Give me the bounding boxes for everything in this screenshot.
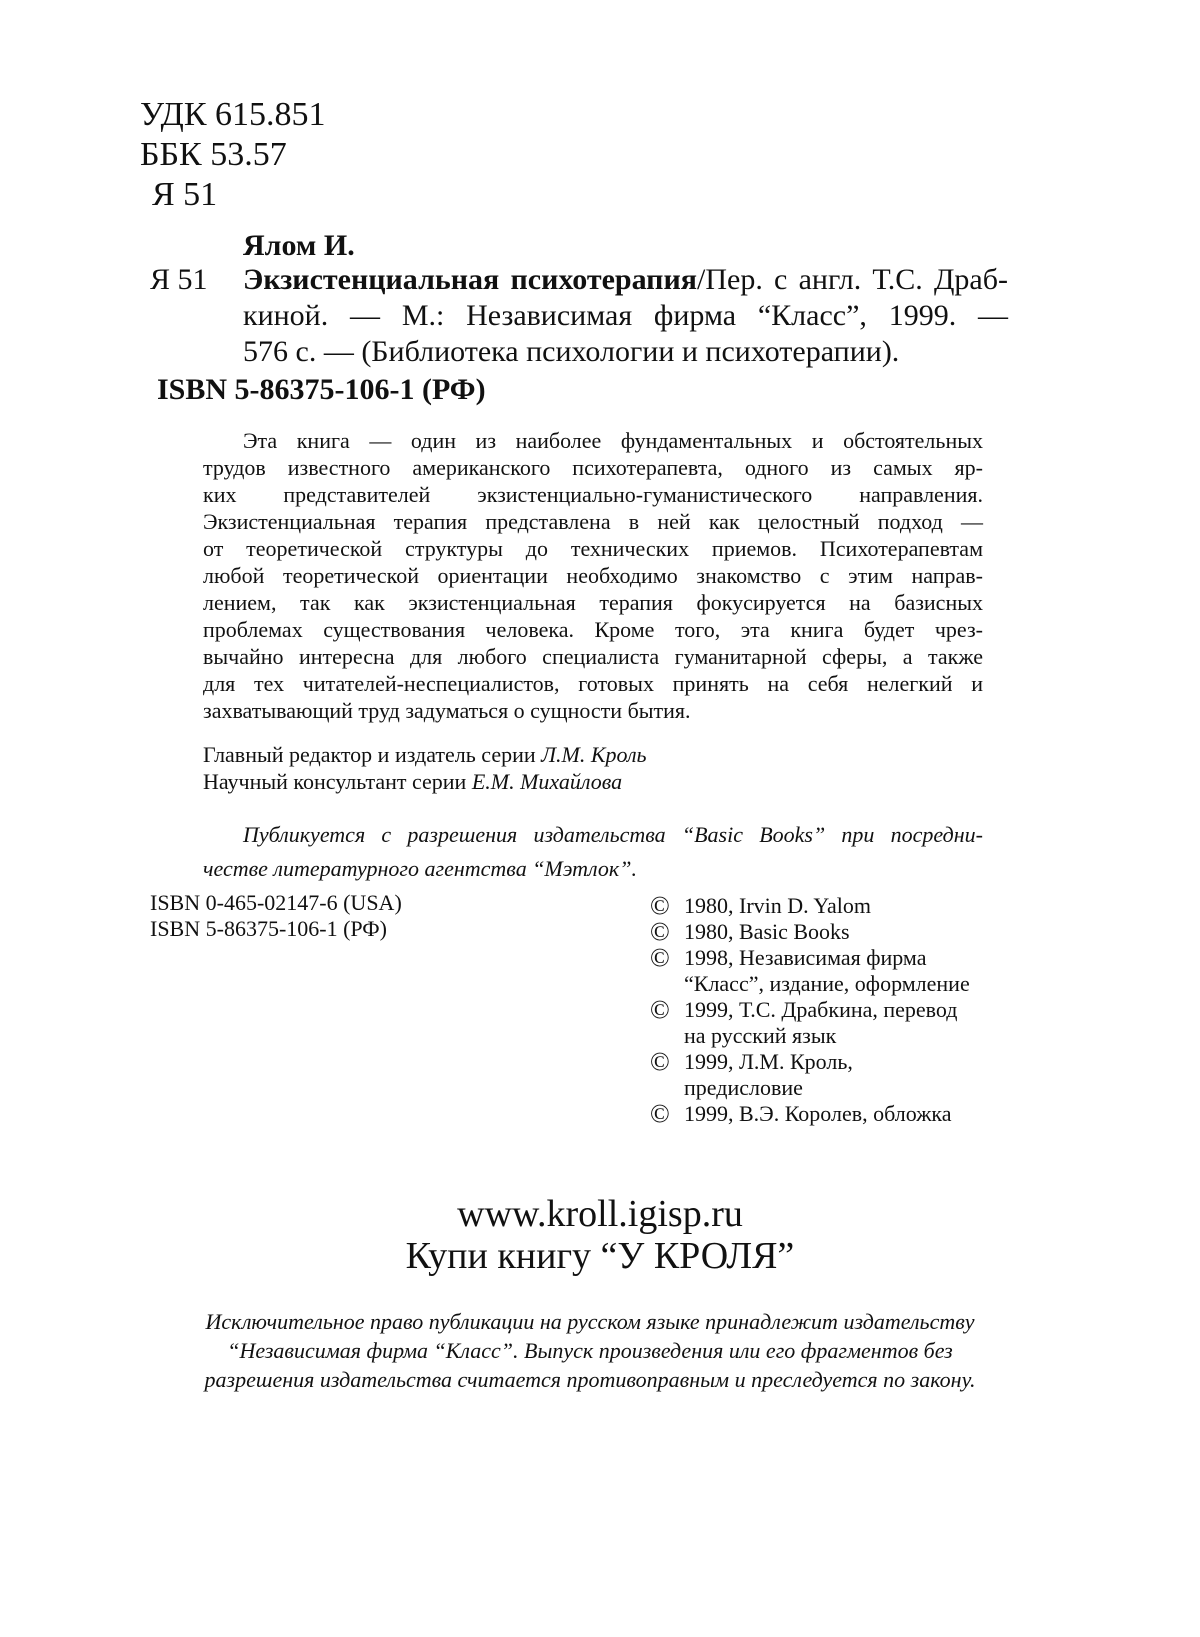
copyright-text: 1980, Irvin D. Yalom xyxy=(684,893,872,918)
annotation-line: Эта книга — один из наиболее фундаментальных и обстоятельных xyxy=(243,428,983,453)
bib-description xyxy=(243,262,1008,370)
promo-slogan: Купи книгу “У КРОЛЯ” xyxy=(405,1235,795,1277)
copyright-icon: © xyxy=(650,1099,670,1128)
permission-line-2: честве литературного агентства “Мэтлок”. xyxy=(203,856,637,881)
annotation xyxy=(203,427,983,724)
bib-line-1 xyxy=(243,262,1008,298)
copyright-text: 1999, Т.С. Драбкина, перевод на русский язык xyxy=(684,997,958,1048)
copyright-icon: © xyxy=(650,891,670,920)
permission-note xyxy=(203,818,983,886)
isbn-list xyxy=(150,890,402,942)
bib-title: Экзистенциальная психотерапия xyxy=(243,263,697,296)
annotation-line: вычайно интересна для любого специалиста гуманитарной сферы, а также xyxy=(203,644,983,669)
bbk-code: ББК 53.57 xyxy=(140,136,287,173)
rights-line-1: Исключительное право публикации на русском языке принадлежит издательству xyxy=(205,1309,975,1334)
consultant-name: Е.М. Михайлова xyxy=(471,769,623,794)
annotation-line: проблемах существования человека. Кроме того, эта книга будет чрез- xyxy=(203,617,983,642)
annotation-line: захватывающий труд задуматься о сущности бытия. xyxy=(203,698,691,723)
bib-author: Ялом И. xyxy=(243,229,355,262)
rights-line-3: разрешения издательства считается противоправным и преследуется по закону. xyxy=(204,1367,976,1392)
annotation-line: лением, так как экзистенциальная терапия фокусируется на базисных xyxy=(203,590,983,615)
isbn-rf: ISBN 5-86375-106-1 (РФ) xyxy=(150,916,387,941)
rights-line-2: “Независимая фирма “Класс”. Выпуск произведения или его фрагментов без xyxy=(227,1338,953,1363)
copyright-entry xyxy=(650,945,970,997)
editor-line xyxy=(203,742,647,768)
bib-line1-rest: /Пер. с англ. Т.С. Драб- xyxy=(697,263,1009,296)
bib-mark: Я 51 xyxy=(150,263,208,296)
copyright-entry xyxy=(650,997,970,1049)
copyright-text: 1980, Basic Books xyxy=(684,919,850,944)
bib-line-2: киной. — М.: Независимая фирма “Класс”, 1999. — xyxy=(243,299,1008,332)
editor-label: Главный редактор и издатель серии xyxy=(203,742,542,767)
consultant-line xyxy=(203,769,622,795)
copyright-text: 1999, В.Э. Королев, обложка xyxy=(684,1101,952,1126)
bib-line-3: 576 с. — (Библиотека психологии и психотерапии). xyxy=(243,335,900,368)
copyright-entry xyxy=(650,893,970,919)
copyright-icon: © xyxy=(650,917,670,946)
udk-code: УДК 615.851 xyxy=(140,96,326,133)
annotation-line: трудов известного американского психотерапевта, одного из самых яр- xyxy=(203,455,983,480)
copyright-icon: © xyxy=(650,943,670,972)
copyright-entry xyxy=(650,919,970,945)
copyright-list xyxy=(650,893,970,1127)
website-url: www.kroll.igisp.ru xyxy=(457,1193,743,1235)
annotation-line: для тех читателей-неспециалистов, готовых принять на себя нелегкий и xyxy=(203,671,983,696)
annotation-line: Экзистенциальная терапия представлена в ней как целостный подход — xyxy=(203,509,983,534)
isbn-main: ISBN 5-86375-106-1 (РФ) xyxy=(157,373,486,406)
consultant-label: Научный консультант серии xyxy=(203,769,472,794)
copyright-icon: © xyxy=(650,1047,670,1076)
isbn-usa: ISBN 0-465-02147-6 (USA) xyxy=(150,890,402,915)
copyright-entry xyxy=(650,1049,970,1101)
editor-name: Л.М. Кроль xyxy=(541,742,647,767)
copyright-text: 1999, Л.М. Кроль, предисловие xyxy=(684,1049,853,1100)
rights-notice xyxy=(150,1307,1030,1394)
annotation-line: ких представителей экзистенциально-гуманистического направления. xyxy=(203,482,983,507)
copyright-icon: © xyxy=(650,995,670,1024)
copyright-entry xyxy=(650,1101,970,1127)
author-mark: Я 51 xyxy=(152,176,218,213)
copyright-text: 1998, Независимая фирма “Класс”, издание, оформление xyxy=(684,945,970,996)
annotation-line: от теоретической структуры до технических приемов. Психотерапевтам xyxy=(203,536,983,561)
annotation-line: любой теоретической ориентации необходимо знакомство с этим направ- xyxy=(203,563,983,588)
permission-line-1: Публикуется с разрешения издательства “Basic Books” при посредни- xyxy=(243,822,983,847)
